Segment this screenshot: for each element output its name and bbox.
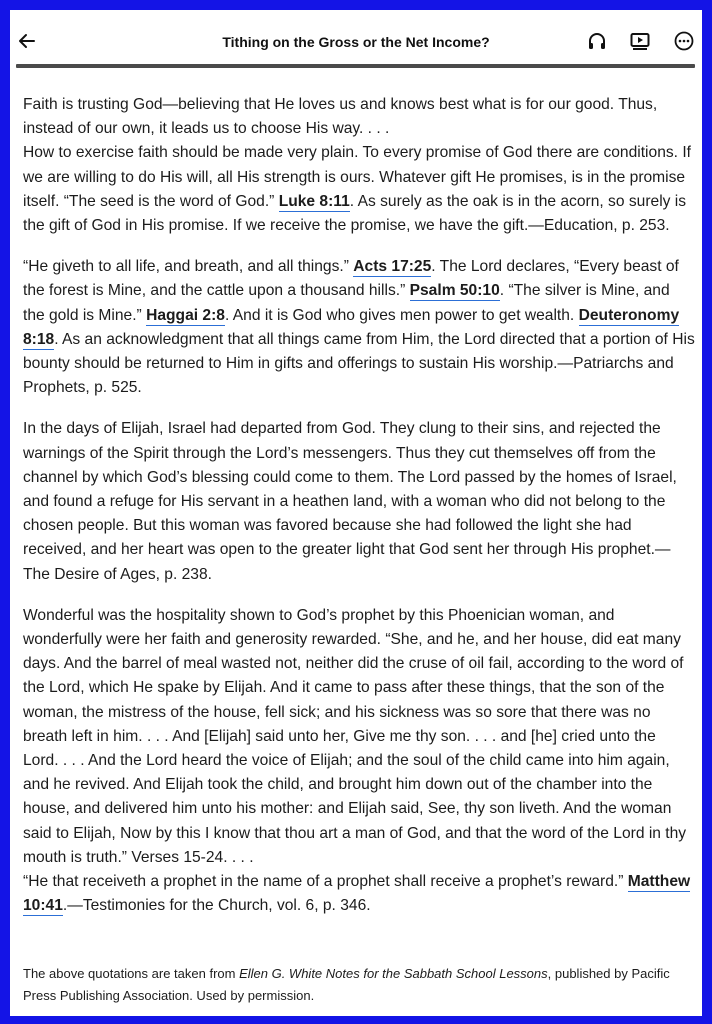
reader-screen xyxy=(10,10,702,1016)
copyright-note: The above quotations are taken from Ellen G. White Notes for the Sabbath School Lessons, published by Pacific Press Publishing Association. Used by permission. xyxy=(23,966,670,1003)
headphones-icon[interactable] xyxy=(586,30,608,52)
paragraph: In the days of Elijah, Israel had departed from God. They clung to their sins, and rejected the warnings of the Spirit through the Lord’s messengers. Thus they cut themselves off from the channel by which God’s blessing could come to them. The Lord passed by the homes of Israel, and found a refuge for His servant in a heathen land, with a woman who did not belong to the chosen people. But this woman was favored because she had followed the light she had received, and her heart was open to the greater light that God sent her through His prophet.—The Desire of Ages, p. 238. xyxy=(23,420,677,583)
scripture-link-acts[interactable]: Acts 17:25 xyxy=(353,258,432,276)
more-icon[interactable] xyxy=(673,30,695,52)
paragraph: Wonderful was the hospitality shown to God’s prophet by this Phoenician woman, and wonderfully were her faith and generosity rewarded. “She, and he, and her house, did eat many days. And the barrel of meal wasted not, neither did the cruse of oil fail, according to the word of the Lord, which He spake by Elijah. And it came to pass after these things, that the son of the woman, the mistress of the house, fell sick; and his sickness was so sore that there was no breath left in him. . . . And [Elijah] said unto her, Give me thy son. . . . and [he] cried unto the Lord. . . . And the Lord heard the voice of Elijah; and the soul of the child came into him again, and he revived. And Elijah took the child, and brought him down out of the chamber into the house, and delivered him unto his mother: and Elijah said, See, thy son liveth. And the woman said to Elijah, Now by this I know that thou art a man of God, and that the word of the Lord in thy mouth is truth.” Verses 15-24. . . . xyxy=(23,606,687,866)
scripture-link-luke[interactable]: Luke 8:11 xyxy=(278,192,350,210)
paragraph: Faith is trusting God—believing that He loves us and knows best what is for our good. Thus, instead of our own, it leads us to choose His way. . . . xyxy=(23,96,658,138)
top-bar xyxy=(10,10,702,66)
paragraph: “He giveth to all life, and breath, and all things.” Acts 17:25. The Lord declares, “Every beast of the forest is Mine, and the cattle upon a thousand hills.” Psalm 50:10. “The silver is Mine, and the gold is Mine.” Haggai 2:8. And it is God who gives men power to get wealth. Deuteronomy 8:18. As an acknowledgment that all things came from Him, the Lord directed that a portion of His bounty should be returned to Him in gifts and offerings to sustain His worship.—Patriarchs and Prophets, p. 525. xyxy=(23,258,695,397)
paragraph: “He that receiveth a prophet in the name of a prophet shall receive a prophet’s reward.” Matthew 10:41.—Testimonies for the Church, vol. 6, p. 346. xyxy=(23,873,691,915)
scripture-link-deuteronomy[interactable]: Deuteronomy 8:18 xyxy=(23,306,680,348)
scripture-link-haggai[interactable]: Haggai 2:8 xyxy=(146,306,225,324)
article-body xyxy=(23,93,695,936)
reading-progress-bar xyxy=(16,64,695,68)
paragraph: How to exercise faith should be made very plain. To every promise of God there are conditions. If we are willing to do His will, all His strength is ours. Whatever gift He promises, is in the promise itself. “The seed is the word of God.” Luke 8:11. As surely as the oak is in the acorn, so surely is the gift of God in His promise. If we receive the promise, we have the gift.—Education, p. 253. xyxy=(23,144,691,235)
page-title: Tithing on the Gross or the Net Income? xyxy=(222,34,490,50)
scripture-link-psalm[interactable]: Psalm 50:10 xyxy=(409,282,500,300)
scripture-link-matthew[interactable]: Matthew 10:41 xyxy=(23,873,691,915)
play-icon[interactable] xyxy=(629,30,651,52)
